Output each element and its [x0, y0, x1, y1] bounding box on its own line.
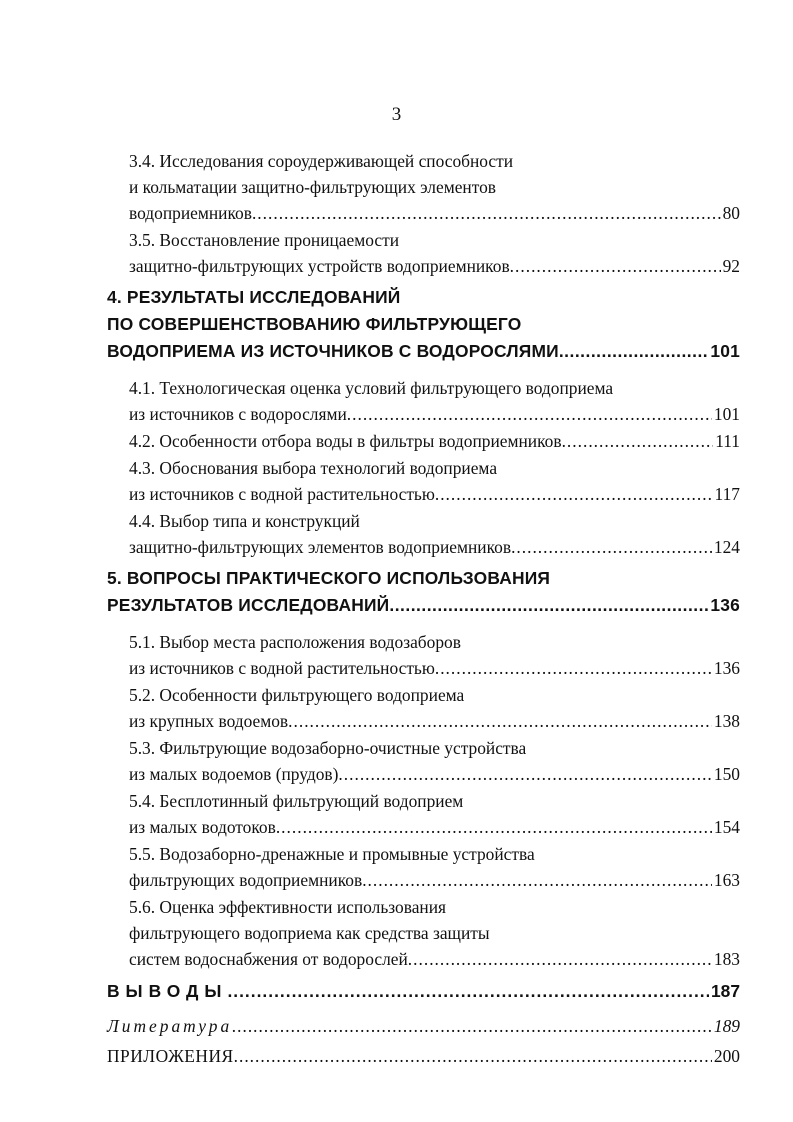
- dot-leader: [511, 534, 712, 560]
- toc-entry-5-3[interactable]: [107, 735, 740, 787]
- toc-entry-5-5[interactable]: [107, 841, 740, 893]
- toc-entry-4-3[interactable]: [107, 455, 740, 507]
- dot-leader: [435, 655, 712, 681]
- toc-leader-line: [129, 946, 740, 972]
- toc-line: защитно-фильтрующих элементов водоприемников: [129, 537, 512, 557]
- dot-leader: [338, 761, 711, 787]
- toc-leader-line: [129, 200, 740, 226]
- toc-line: ПРИЛОЖЕНИЯ: [107, 1046, 234, 1066]
- toc-leader-line: [129, 708, 740, 734]
- toc-line: 5.4. Бесплотинный фильтрующий водоприем: [129, 791, 464, 811]
- page-ref: 101: [710, 341, 740, 361]
- toc-line: фильтрующего водоприема как средства защиты: [129, 923, 490, 943]
- dot-leader: [232, 1013, 712, 1039]
- page-ref: 163: [713, 870, 740, 890]
- toc-leader-line: [129, 814, 740, 840]
- toc-leader-line: [107, 1013, 740, 1039]
- toc-leader-line: [129, 761, 740, 787]
- toc-line: из источников с водорослями: [129, 404, 347, 424]
- toc-conclusions[interactable]: [107, 978, 740, 1005]
- toc-line: 5.1. Выбор места расположения водозаборов: [129, 632, 461, 652]
- page-ref: 183: [713, 949, 740, 969]
- toc-entry-3-4[interactable]: [107, 148, 740, 226]
- page-ref: 111: [715, 431, 740, 451]
- toc-chapter-5[interactable]: [107, 565, 740, 619]
- toc-entry-5-4[interactable]: [107, 788, 740, 840]
- toc-leader-line: [129, 481, 740, 507]
- page-ref: 101: [713, 404, 740, 424]
- toc-line: защитно-фильтрующих устройств водоприемников: [129, 256, 510, 276]
- toc-line: из источников с водной растительностью: [129, 658, 435, 678]
- page-ref: 80: [722, 203, 740, 223]
- toc-entry-4-4[interactable]: [107, 508, 740, 560]
- toc-line: из источников с водной растительностью: [129, 484, 435, 504]
- toc-line: водоприемников: [129, 203, 252, 223]
- toc-leader-line: [107, 1043, 740, 1069]
- toc-line: Литература: [107, 1016, 233, 1036]
- toc-entry-3-5[interactable]: [107, 227, 740, 279]
- dot-leader: [276, 814, 712, 840]
- page-ref: 187: [710, 981, 740, 1001]
- toc-line: из крупных водоемов: [129, 711, 289, 731]
- toc-leader-line: [129, 867, 740, 893]
- toc-line: из малых водотоков: [129, 817, 276, 837]
- page-number: 3: [391, 104, 402, 125]
- toc-line: систем водоснабжения от водорослей: [129, 949, 408, 969]
- toc-leader-line: [107, 592, 740, 619]
- page-ref: 154: [713, 817, 740, 837]
- toc-leader-line: [129, 428, 740, 454]
- toc-appendices[interactable]: [107, 1043, 740, 1069]
- toc-line: 4.4. Выбор типа и конструкций: [129, 511, 360, 531]
- page-ref: 136: [710, 595, 740, 615]
- toc-line: и кольматации защитно-фильтрующих элементов: [129, 177, 497, 197]
- page-ref: 189: [713, 1016, 740, 1036]
- dot-leader: [389, 592, 708, 619]
- toc-entry-4-1[interactable]: [107, 375, 740, 427]
- page-ref: 136: [713, 658, 740, 678]
- table-of-contents: [107, 148, 740, 1069]
- toc-line: ВЫВОДЫ: [107, 981, 228, 1001]
- toc-leader-line: [129, 534, 740, 560]
- page-ref: 138: [713, 711, 740, 731]
- toc-leader-line: [129, 401, 740, 427]
- toc-entry-5-2[interactable]: [107, 682, 740, 734]
- dot-leader: [362, 867, 712, 893]
- toc-line: фильтрующих водоприемников: [129, 870, 363, 890]
- page-ref: 200: [713, 1046, 740, 1066]
- dot-leader: [234, 1043, 712, 1069]
- toc-line: 4. РЕЗУЛЬТАТЫ ИССЛЕДОВАНИЙ: [107, 287, 401, 307]
- toc-line: 5.5. Водозаборно-дренажные и промывные устройства: [129, 844, 535, 864]
- page-ref: 117: [714, 484, 740, 504]
- toc-line: 4.1. Технологическая оценка условий фильтрующего водоприема: [129, 378, 614, 398]
- page-ref: 124: [713, 537, 740, 557]
- dot-leader: [562, 428, 714, 454]
- toc-line: 4.2. Особенности отбора воды в фильтры водоприемников: [129, 431, 562, 451]
- dot-leader: [435, 481, 713, 507]
- toc-entry-4-2[interactable]: [107, 428, 740, 454]
- toc-line: 5.2. Особенности фильтрующего водоприема: [129, 685, 465, 705]
- toc-literature[interactable]: [107, 1013, 740, 1039]
- dot-leader: [288, 708, 712, 734]
- toc-line: 5. ВОПРОСЫ ПРАКТИЧЕСКОГО ИСПОЛЬЗОВАНИЯ: [107, 568, 551, 588]
- toc-line: 5.6. Оценка эффективности использования: [129, 897, 447, 917]
- toc-line: из малых водоемов (прудов): [129, 764, 339, 784]
- toc-line: 4.3. Обоснования выбора технологий водоприема: [129, 458, 498, 478]
- toc-leader-line: [107, 978, 740, 1005]
- toc-leader-line: [107, 338, 740, 365]
- toc-chapter-4[interactable]: [107, 284, 740, 365]
- dot-leader: [227, 978, 709, 1005]
- dot-leader: [510, 253, 721, 279]
- toc-line: ВОДОПРИЕМА ИЗ ИСТОЧНИКОВ С ВОДОРОСЛЯМИ: [107, 341, 559, 361]
- toc-line: 5.3. Фильтрующие водозаборно-очистные устройства: [129, 738, 527, 758]
- toc-leader-line: [129, 655, 740, 681]
- dot-leader: [252, 200, 721, 226]
- toc-entry-5-1[interactable]: [107, 629, 740, 681]
- page-ref: 92: [722, 256, 740, 276]
- page-ref: 150: [713, 764, 740, 784]
- toc-line: РЕЗУЛЬТАТОВ ИССЛЕДОВАНИЙ: [107, 595, 390, 615]
- toc-line: ПО СОВЕРШЕНСТВОВАНИЮ ФИЛЬТРУЮЩЕГО: [107, 314, 522, 334]
- dot-leader: [408, 946, 712, 972]
- dot-leader: [559, 338, 709, 365]
- dot-leader: [347, 401, 712, 427]
- toc-leader-line: [129, 253, 740, 279]
- toc-line: 3.4. Исследования сороудерживающей способности: [129, 151, 514, 171]
- toc-entry-5-6[interactable]: [107, 894, 740, 972]
- toc-line: 3.5. Восстановление проницаемости: [129, 230, 400, 250]
